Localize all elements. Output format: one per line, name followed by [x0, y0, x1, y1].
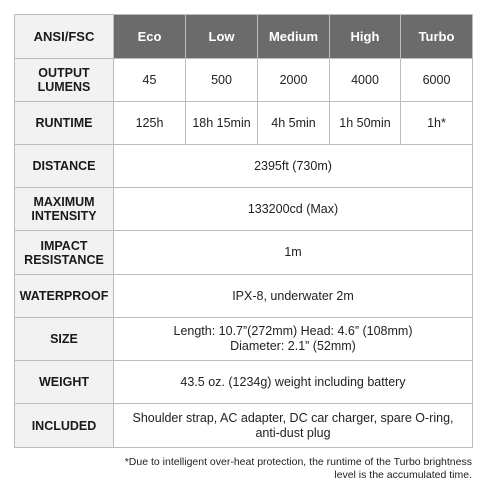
size-row — [15, 318, 473, 361]
output-eco: 45 — [114, 59, 186, 102]
included-line2: anti-dust plug — [255, 425, 331, 440]
mode-high-header: High — [330, 15, 401, 59]
standard-header: ANSI/FSC — [15, 15, 114, 59]
distance-row — [15, 145, 473, 188]
output-label — [15, 59, 114, 102]
included-label: INCLUDED — [15, 404, 114, 448]
impact-label — [15, 231, 114, 275]
runtime-label: RUNTIME — [15, 102, 114, 145]
spec-table — [14, 14, 473, 448]
mode-turbo-header: Turbo — [401, 15, 473, 59]
footnote-line1: *Due to intelligent over-heat protection, the runtime of the Turbo brightness — [124, 456, 472, 468]
output-high: 4000 — [330, 59, 401, 102]
size-line2: Diameter: 2.1” (52mm) — [230, 339, 356, 353]
output-label-line1: OUTPUT — [38, 66, 90, 80]
waterproof-row — [15, 275, 473, 318]
impact-label-line2: RESISTANCE — [24, 252, 104, 267]
footnote — [112, 456, 472, 482]
size-line1: Length: 10.7”(272mm) Head: 4.6” (108mm) — [173, 324, 413, 338]
distance-value: 2395ft (730m) — [114, 145, 473, 188]
impact-label-line1: IMPACT — [40, 238, 88, 253]
output-turbo: 6000 — [401, 59, 473, 102]
intensity-label — [15, 188, 114, 231]
output-label-line2: LUMENS — [37, 80, 91, 94]
runtime-high: 1h 50min — [330, 102, 401, 145]
weight-value: 43.5 oz. (1234g) weight including battery — [114, 361, 473, 404]
output-low: 500 — [186, 59, 258, 102]
header-row — [15, 15, 473, 59]
distance-label: DISTANCE — [15, 145, 114, 188]
mode-eco-header: Eco — [114, 15, 186, 59]
mode-medium-header: Medium — [258, 15, 330, 59]
intensity-row — [15, 188, 473, 231]
weight-label: WEIGHT — [15, 361, 114, 404]
runtime-low: 18h 15min — [186, 102, 258, 145]
waterproof-value: IPX-8, underwater 2m — [114, 275, 473, 318]
runtime-eco: 125h — [114, 102, 186, 145]
included-line1: Shoulder strap, AC adapter, DC car charger, spare O-ring, — [132, 410, 454, 425]
impact-row — [15, 231, 473, 275]
output-medium: 2000 — [258, 59, 330, 102]
impact-value: 1m — [114, 231, 473, 275]
intensity-label-line2: INTENSITY — [31, 209, 97, 223]
runtime-medium: 4h 5min — [258, 102, 330, 145]
included-value — [114, 404, 473, 448]
output-row — [15, 59, 473, 102]
size-value — [114, 318, 473, 361]
included-row — [15, 404, 473, 448]
waterproof-label: WATERPROOF — [15, 275, 114, 318]
mode-low-header: Low — [186, 15, 258, 59]
footnote-line2: level is the accumulated time. — [334, 469, 472, 481]
intensity-label-line1: MAXIMUM — [33, 195, 95, 209]
runtime-row — [15, 102, 473, 145]
runtime-turbo: 1h* — [401, 102, 473, 145]
size-label: SIZE — [15, 318, 114, 361]
weight-row — [15, 361, 473, 404]
intensity-value: 133200cd (Max) — [114, 188, 473, 231]
